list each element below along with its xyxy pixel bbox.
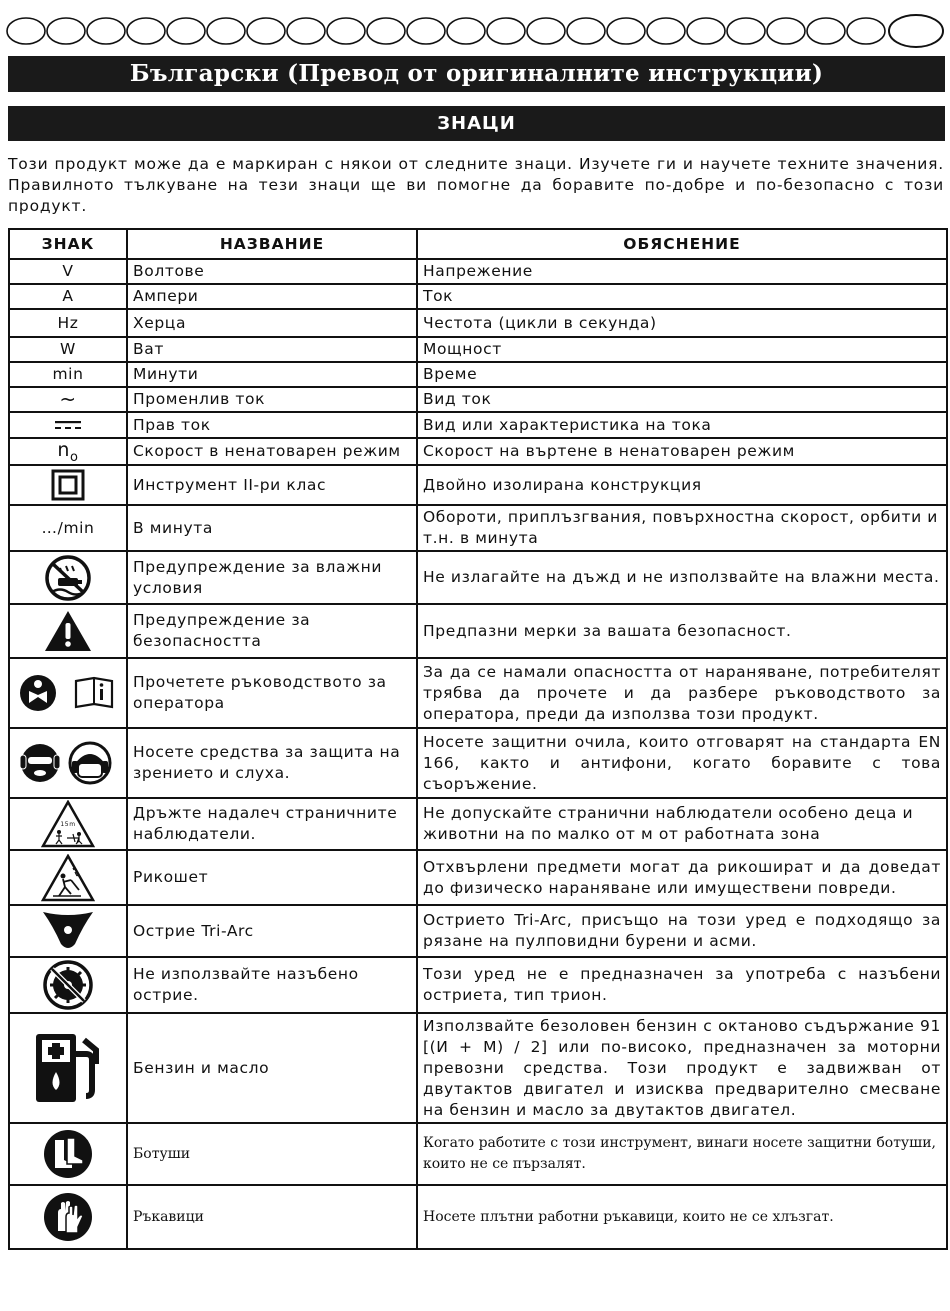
no-toothed-blade-icon bbox=[9, 957, 127, 1013]
bystander-distance-text: 15m bbox=[60, 821, 76, 828]
table-row bbox=[9, 438, 947, 465]
sign-explanation: Използвайте безоловен бензин с октаново съдържание 91 [(И + М) / 2] или по-високо, предназначен за моторни превозни средства. Този продукт е задвижван от двутактов двигател и изисква предварително смесване на бензин и масло за двутактов двигател. bbox=[417, 1013, 947, 1123]
ricochet-icon bbox=[9, 850, 127, 905]
direct-current-icon bbox=[9, 412, 127, 438]
sign-subscript: o bbox=[70, 450, 79, 465]
gloves-icon bbox=[9, 1185, 127, 1249]
table-row bbox=[9, 412, 947, 438]
sign-name: Острие Tri-Arc bbox=[127, 905, 417, 957]
table-row bbox=[9, 604, 947, 658]
sign-explanation: Ток bbox=[417, 284, 947, 309]
sign-name: Скорост в ненатоварен режим bbox=[127, 438, 417, 465]
sign-explanation: Отхвърлени предмети могат да рикошират и да доведат до физическо нараняване или имуществени повреди. bbox=[417, 850, 947, 905]
table-row bbox=[9, 465, 947, 505]
sign-explanation: Острието Tri-Arc, присъщо на този уред е подходящо за рязане на пулповидни бурени и асми. bbox=[417, 905, 947, 957]
sign-name: Прав ток bbox=[127, 412, 417, 438]
table-row bbox=[9, 658, 947, 728]
sign-name: Не използвайте назъбено острие. bbox=[127, 957, 417, 1013]
sign-explanation: За да се намали опасността от нараняване, потребителят трябва да прочете и да разбере ръководството за оператора, преди да използва този продукт. bbox=[417, 658, 947, 728]
table-row bbox=[9, 1123, 947, 1185]
header-name: НАЗВАНИЕ bbox=[127, 229, 417, 259]
sign-name: Минути bbox=[127, 362, 417, 387]
sign-text: Hz bbox=[9, 309, 127, 337]
table-row bbox=[9, 1013, 947, 1123]
sign-explanation: Обороти, приплъзгвания, повърхностна скорост, орбити и т.н. в минута bbox=[417, 505, 947, 551]
boots-icon bbox=[9, 1123, 127, 1185]
table-row bbox=[9, 387, 947, 412]
sign-explanation: Предпазни мерки за вашата безопасност. bbox=[417, 604, 947, 658]
table-row bbox=[9, 309, 947, 337]
sign-name: Предупреждение за безопасността bbox=[127, 604, 417, 658]
language-title: Български (Превод от оригиналните инструкции) bbox=[129, 60, 824, 87]
section-title: ЗНАЦИ bbox=[437, 113, 516, 134]
sign-explanation: Честота (цикли в секунда) bbox=[417, 309, 947, 337]
sign-text: W bbox=[9, 337, 127, 362]
table-row bbox=[9, 905, 947, 957]
safety-alert-icon bbox=[9, 604, 127, 658]
language-title-bar bbox=[8, 56, 945, 92]
table-row bbox=[9, 362, 947, 387]
table-row bbox=[9, 505, 947, 551]
section-title-bar bbox=[8, 106, 945, 141]
table-row bbox=[9, 337, 947, 362]
fuel-and-oil-icon bbox=[9, 1013, 127, 1123]
read-manual-icon bbox=[9, 658, 127, 728]
sign-name: Инструмент II-ри клас bbox=[127, 465, 417, 505]
sign-name: Ръкавици bbox=[127, 1185, 417, 1249]
sign-explanation: Вид или характеристика на тока bbox=[417, 412, 947, 438]
intro-paragraph: Този продукт може да е маркиран с някои от следните знаци. Изучете ги и научете техните значения. Правилното тълкуване на тези знаци ще ви помогне да боравите по-добре и по-безопасно с този продукт. bbox=[8, 155, 944, 215]
sign-text: ~ bbox=[9, 387, 127, 412]
table-row bbox=[9, 551, 947, 604]
keep-bystanders-away-icon bbox=[9, 798, 127, 850]
no-load-speed-symbol bbox=[9, 438, 127, 465]
sign-name: Прочетете ръководството за оператора bbox=[127, 658, 417, 728]
sign-explanation: Време bbox=[417, 362, 947, 387]
sign-explanation: Мощност bbox=[417, 337, 947, 362]
sign-text: …/min bbox=[9, 505, 127, 551]
sign-explanation: Скорост на въртене в ненатоварен режим bbox=[417, 438, 947, 465]
tri-arc-blade-icon bbox=[9, 905, 127, 957]
language-tab-ovals bbox=[6, 14, 946, 48]
wet-conditions-warning-icon bbox=[9, 551, 127, 604]
sign-explanation: Този уред не е предназначен за употреба с назъбени остриета, тип трион. bbox=[417, 957, 947, 1013]
table-row bbox=[9, 850, 947, 905]
table-row bbox=[9, 284, 947, 309]
class-ii-tool-icon bbox=[9, 465, 127, 505]
header-sign: ЗНАК bbox=[9, 229, 127, 259]
sign-name: Бензин и масло bbox=[127, 1013, 417, 1123]
table-row bbox=[9, 798, 947, 850]
sign-explanation: Вид ток bbox=[417, 387, 947, 412]
sign-explanation: Носете защитни очила, които отговарят на стандарта EN 166, както и антифони, когато боравите с това съоръжение. bbox=[417, 728, 947, 798]
sign-text: min bbox=[9, 362, 127, 387]
sign-explanation: Не излагайте на дъжд и не използвайте на влажни места. bbox=[417, 551, 947, 604]
table-row bbox=[9, 728, 947, 798]
sign-name: Рикошет bbox=[127, 850, 417, 905]
sign-name: Променлив ток bbox=[127, 387, 417, 412]
sign-text: V bbox=[9, 259, 127, 284]
header-explanation: ОБЯСНЕНИЕ bbox=[417, 229, 947, 259]
sign-explanation: Когато работите с този инструмент, винаги носете защитни ботуши, които не се пързалят. bbox=[417, 1123, 947, 1185]
table-row bbox=[9, 1185, 947, 1249]
sign-name: Херца bbox=[127, 309, 417, 337]
sign-name: Предупреждение за влажни условия bbox=[127, 551, 417, 604]
sign-name: Волтове bbox=[127, 259, 417, 284]
sign-name: Ботуши bbox=[127, 1123, 417, 1185]
table-row bbox=[9, 957, 947, 1013]
sign-explanation: Носете плътни работни ръкавици, които не се хлъзгат. bbox=[417, 1185, 947, 1249]
sign-name: В минута bbox=[127, 505, 417, 551]
table-header-row bbox=[9, 229, 947, 259]
sign-explanation: Двойно изолирана конструкция bbox=[417, 465, 947, 505]
sign-name: Ампери bbox=[127, 284, 417, 309]
sign-text: n bbox=[57, 439, 71, 461]
sign-explanation: Не допускайте странични наблюдатели особено деца и животни на по малко от м от работната зона bbox=[417, 798, 947, 850]
sign-text: A bbox=[9, 284, 127, 309]
sign-name: Носете средства за защита на зрението и слуха. bbox=[127, 728, 417, 798]
sign-name: Ват bbox=[127, 337, 417, 362]
sign-name: Дръжте надалеч страничните наблюдатели. bbox=[127, 798, 417, 850]
signs-table bbox=[8, 228, 948, 1250]
eye-ear-protection-icon bbox=[9, 728, 127, 798]
language-tabs-strip bbox=[6, 14, 946, 48]
table-row bbox=[9, 259, 947, 284]
sign-explanation: Напрежение bbox=[417, 259, 947, 284]
